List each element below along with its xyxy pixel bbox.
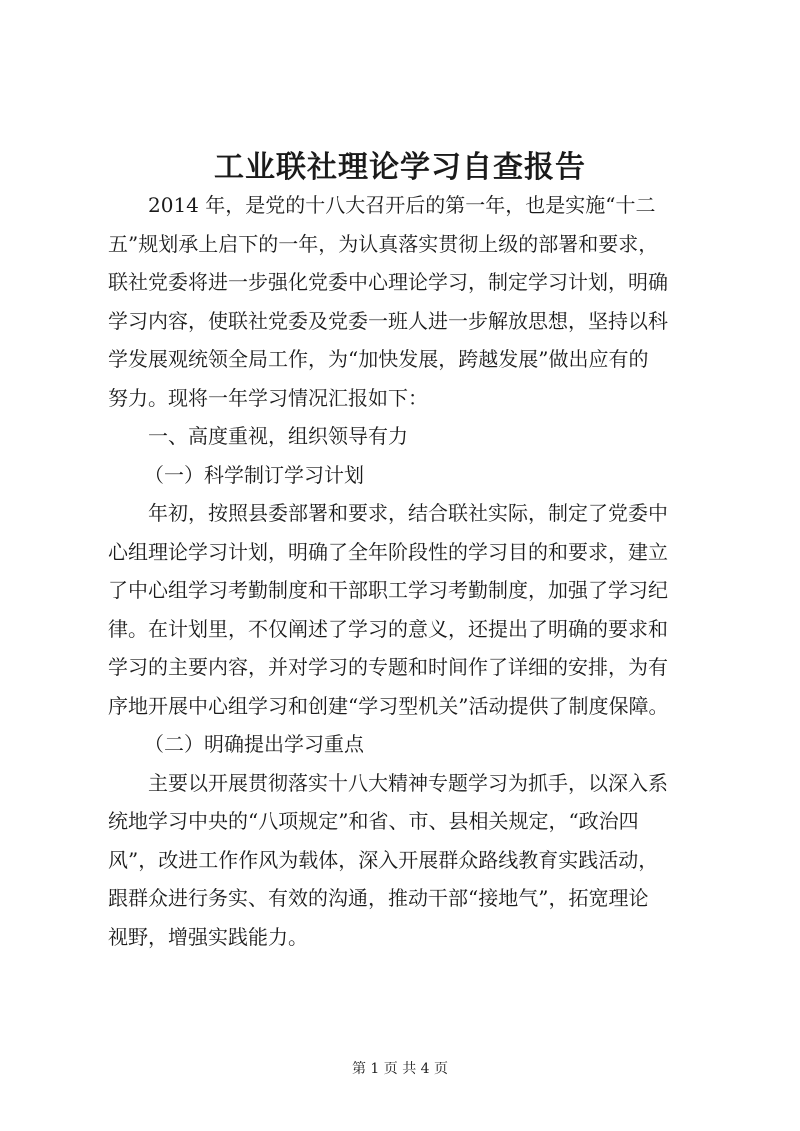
paragraph-line: 五”规划承上启下的一年，为认真落实贯彻上级的部署和要求， <box>108 231 659 256</box>
subsection-heading: （二）明确提出学习重点 <box>144 732 364 756</box>
paragraph-line: 主要以开展贯彻落实十八大精神专题学习为抓手，以深入系 <box>148 770 668 795</box>
paragraph-line: 2014 年，是党的十八大召开后的第一年，也是实施“十二 <box>148 193 656 217</box>
paragraph-line: 风”，改进工作作风为载体，深入开展群众路线教育实践活动， <box>108 847 659 872</box>
paragraph-line: 序地开展中心组学习和创建“学习型机关”活动提供了制度保障。 <box>108 693 669 718</box>
paragraph-line: 联社党委将进一步强化党委中心理论学习，制定学习计划，明确 <box>108 270 668 294</box>
paragraph-line: 跟群众进行务实、有效的沟通，推动干部“接地气”，拓宽理论 <box>108 886 649 910</box>
subsection-heading: （一）科学制订学习计划 <box>144 462 364 487</box>
paragraph-line: 努力。现将一年学习情况汇报如下： <box>108 385 428 410</box>
document-body <box>108 186 708 956</box>
paragraph-line: 统地学习中央的“八项规定”和省、市、县相关规定，“政治四 <box>108 809 639 833</box>
paragraph-line: 学习内容，使联社党委及党委一班人进一步解放思想，坚持以科 <box>108 308 668 333</box>
paragraph-line: 年初，按照县委部署和要求，结合联社实际，制定了党委中 <box>148 501 668 525</box>
paragraph-line: 学习的主要内容，并对学习的专题和时间作了详细的安排，为有 <box>108 655 668 679</box>
paragraph-line: 律。在计划里，不仅阐述了学习的意义，还提出了明确的要求和 <box>108 616 668 641</box>
document-title: 工业联社理论学习自查报告 <box>214 150 586 185</box>
paragraph-line: 了中心组学习考勤制度和干部职工学习考勤制度，加强了学习纪 <box>108 578 668 602</box>
page-number-footer: 第 1 页 共 4 页 <box>351 1061 449 1077</box>
section-heading: 一、高度重视，组织领导有力 <box>148 424 408 448</box>
paragraph-line: 心组理论学习计划，明确了全年阶段性的学习目的和要求，建立 <box>108 539 668 564</box>
paragraph-line: 学发展观统领全局工作，为“加快发展，跨越发展”做出应有的 <box>108 347 649 371</box>
paragraph-line: 视野，增强实践能力。 <box>108 924 308 949</box>
